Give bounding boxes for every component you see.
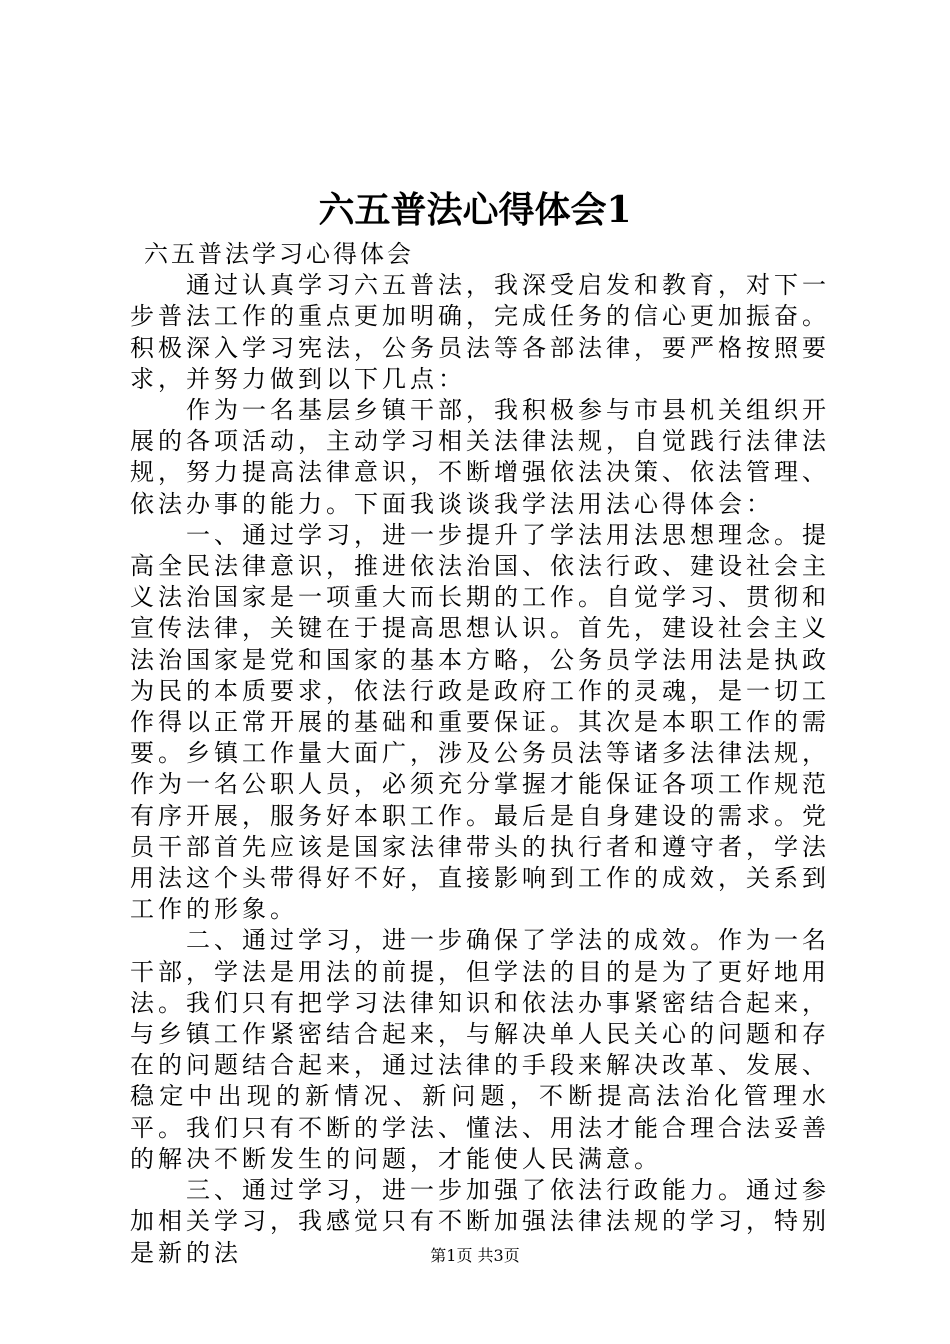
paragraph-point-three: 三、通过学习，进一步加强了依法行政能力。通过参加相关学习，我感觉只有不断加强法律法规的学习，特别是新的法 [130, 1176, 830, 1267]
page-footer: 第1页 共3页 [430, 1246, 520, 1265]
paragraph-background: 作为一名基层乡镇干部，我积极参与市县机关组织开展的各项活动，主动学习相关法律法规，自觉践行法律法规，努力提高法律意识，不断增强依法决策、依法管理、依法办事的能力。下面我谈谈我学法用法心得体会： [130, 396, 830, 518]
document-body [130, 239, 830, 1269]
document-title: 六五普法心得体会1 [318, 189, 632, 231]
paragraph-intro: 通过认真学习六五普法，我深受启发和教育，对下一步普法工作的重点更加明确，完成任务的信心更加振奋。积极深入学习宪法，公务员法等各部法律，要严格按照要求，并努力做到以下几点： [130, 271, 830, 393]
paragraph-point-one: 一、通过学习，进一步提升了学法用法思想理念。提高全民法律意识，推进依法治国、依法行政、建设社会主义法治国家是一项重大而长期的工作。自觉学习、贯彻和宣传法律，关键在于提高思想认识。首先，建设社会主义法治国家是党和国家的基本方略，公务员学法用法是执政为民的本质要求，依法行政是政府工作的灵魂，是一切工作得以正常开展的基础和重要保证。其次是本职工作的需要。乡镇工作量大面广，涉及公务员法等诸多法律法规，作为一名公职人员，必须充分掌握才能保证各项工作规范有序开展，服务好本职工作。最后是自身建设的需求。党员干部首先应该是国家法律带头的执行者和遵守者，学法用法这个头带得好不好，直接影响到工作的成效，关系到工作的形象。 [130, 520, 830, 924]
paragraph-point-two: 二、通过学习，进一步确保了学法的成效。作为一名干部，学法是用法的前提，但学法的目的是为了更好地用法。我们只有把学习法律知识和依法办事紧密结合起来，与乡镇工作紧密结合起来，与解决单人民关心的问题和存在的问题结合起来，通过法律的手段来解决改革、发展、稳定中出现的新情况、新问题，不断提高法治化管理水平。我们只有不断的学法、懂法、用法才能合理合法妥善的解决不断发生的问题，才能使人民满意。 [130, 926, 830, 1173]
document-subtitle: 六五普法学习心得体会 [144, 240, 414, 268]
